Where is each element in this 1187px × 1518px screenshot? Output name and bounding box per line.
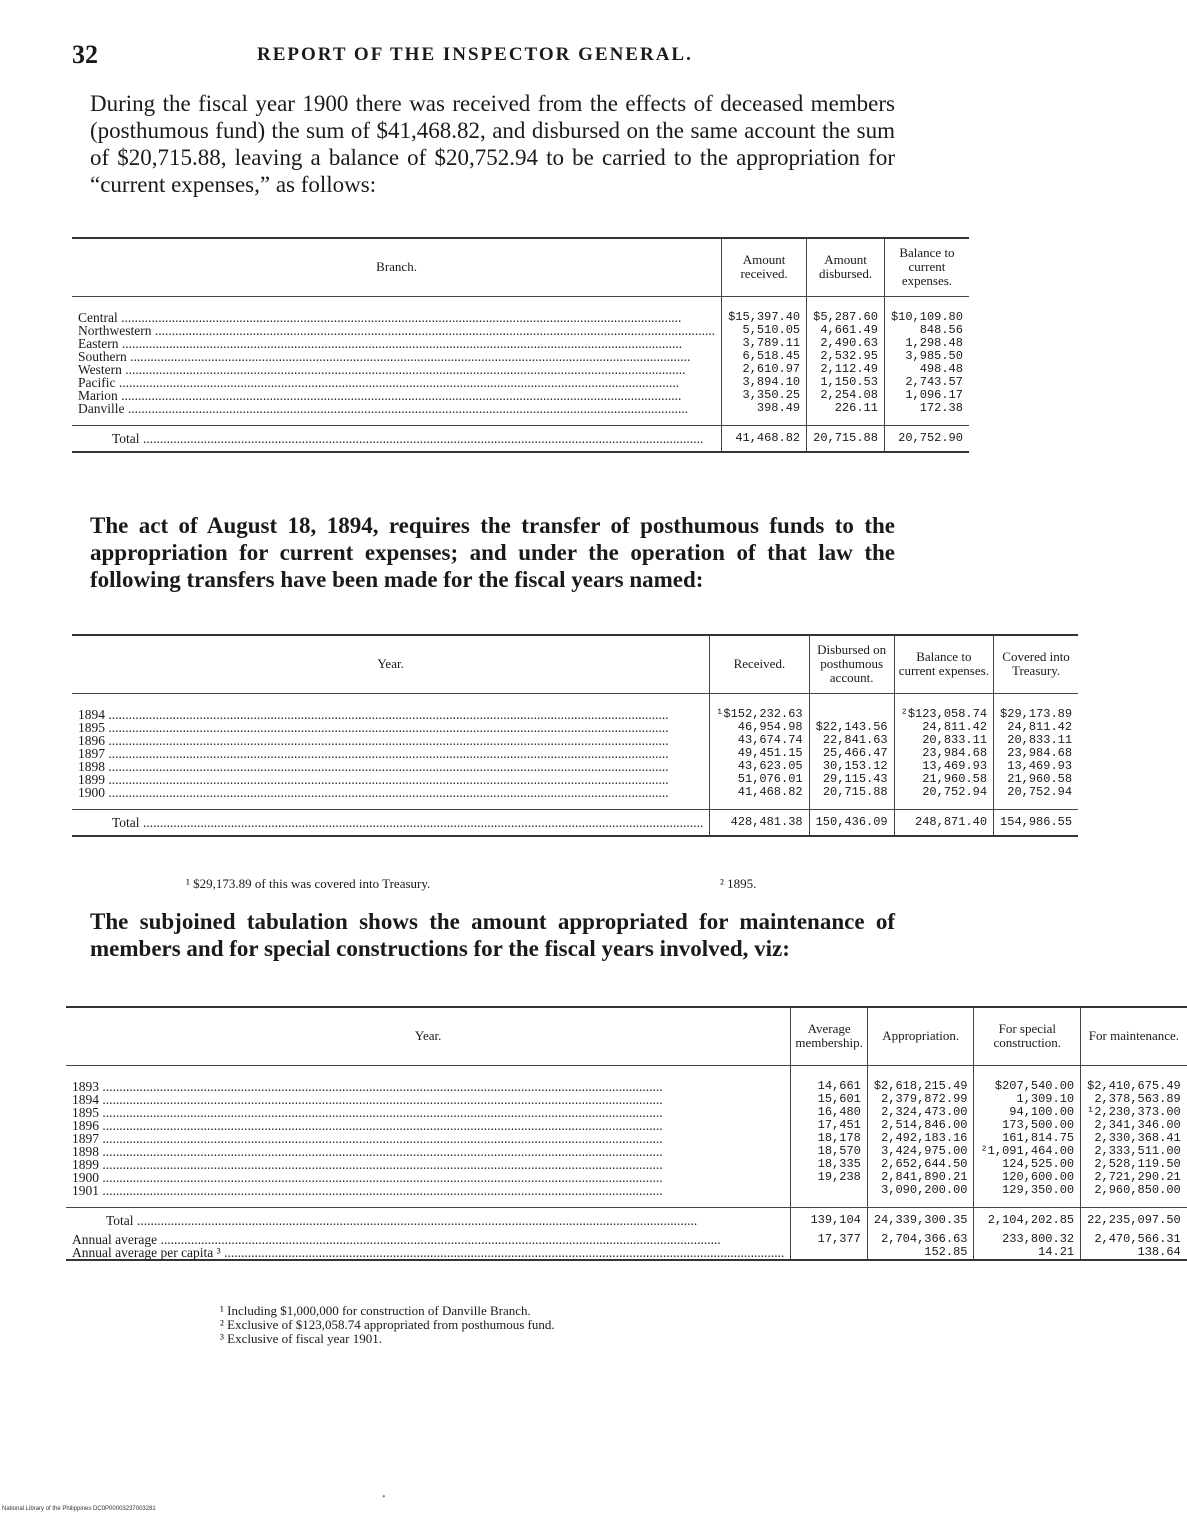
cell-value: 2,254.08 bbox=[807, 389, 885, 402]
cell-value: $2,410,675.49 bbox=[1081, 1065, 1187, 1093]
year-row bbox=[72, 693, 1078, 721]
leader-dots bbox=[99, 1183, 663, 1198]
row-label bbox=[66, 1246, 791, 1260]
cell-value: $5,287.60 bbox=[807, 296, 885, 324]
cell-value: 1,150.53 bbox=[807, 376, 885, 389]
year-row bbox=[66, 1065, 1187, 1093]
row-label bbox=[72, 402, 722, 426]
cell-value: 21,960.58 bbox=[994, 773, 1079, 786]
cell-value: $207,540.00 bbox=[974, 1065, 1081, 1093]
cell-value: $2,618,215.49 bbox=[867, 1065, 974, 1093]
cell-value: 2,470,566.31 bbox=[1081, 1233, 1187, 1246]
cell-value: 2,960,850.00 bbox=[1081, 1184, 1187, 1208]
cell-value: 173,500.00 bbox=[974, 1119, 1081, 1132]
cell-value: 848.56 bbox=[884, 324, 969, 337]
col-balance-current: Balance to current expenses. bbox=[894, 635, 993, 693]
col-branch: Branch. bbox=[72, 238, 722, 296]
row-label-text: 1901 bbox=[72, 1182, 99, 1198]
page-number: 32 bbox=[72, 40, 98, 69]
cell-value: 226.11 bbox=[807, 402, 885, 426]
row-label bbox=[66, 1184, 791, 1208]
cell-value: 139,104 bbox=[791, 1207, 868, 1233]
cell-value: 3,789.11 bbox=[722, 337, 807, 350]
cell-value: 2,379,872.99 bbox=[867, 1093, 974, 1106]
branch-table-body bbox=[72, 296, 969, 452]
cell-value: 498.48 bbox=[884, 363, 969, 376]
cell-value: 2,652,644.50 bbox=[867, 1158, 974, 1171]
row-label-text: 1896 bbox=[78, 732, 105, 748]
cell-value: 94,100.00 bbox=[974, 1106, 1081, 1119]
leader-dots bbox=[221, 1245, 785, 1260]
transfers-table-body bbox=[72, 693, 1078, 836]
total-label-text: Total bbox=[112, 814, 140, 830]
row-label-text: 1897 bbox=[78, 745, 105, 761]
page-header bbox=[72, 40, 890, 70]
col-special-construction: For special construction. bbox=[974, 1007, 1081, 1065]
total-value: 150,436.09 bbox=[809, 809, 894, 836]
cell-value: 17,377 bbox=[791, 1233, 868, 1246]
table2-footnote-1: ¹ $29,173.89 of this was covered into Treasury. bbox=[186, 876, 431, 891]
leader-dots bbox=[125, 401, 689, 416]
cell-value: 18,335 bbox=[791, 1158, 868, 1171]
col-year: Year. bbox=[72, 635, 710, 693]
cell-value: ¹2,230,373.00 bbox=[1081, 1106, 1187, 1119]
cell-value: 22,841.63 bbox=[809, 734, 894, 747]
col-year: Year. bbox=[66, 1007, 791, 1065]
row-label-text: 1899 bbox=[72, 1156, 99, 1172]
appropriation-table-body bbox=[66, 1065, 1187, 1260]
cell-value: 3,894.10 bbox=[722, 376, 807, 389]
cell-value: 2,490.63 bbox=[807, 337, 885, 350]
cell-value: 20,833.11 bbox=[894, 734, 993, 747]
total-row bbox=[72, 425, 969, 452]
paragraph-subjoined: The subjoined tabulation shows the amount appropriated for maintenance of members and for special constructions for the fiscal years involved, viz: bbox=[90, 909, 895, 961]
transfers-table bbox=[72, 634, 1078, 837]
cell-value: 41,468.82 bbox=[710, 786, 809, 810]
cell-value: 25,466.47 bbox=[809, 747, 894, 760]
cell-value: 24,811.42 bbox=[994, 721, 1079, 734]
cell-value: 24,811.42 bbox=[894, 721, 993, 734]
cell-value: 18,570 bbox=[791, 1145, 868, 1158]
cell-value: 18,178 bbox=[791, 1132, 868, 1145]
cell-value: 51,076.01 bbox=[710, 773, 809, 786]
row-label-text: 1897 bbox=[72, 1130, 99, 1146]
row-label-text: 1894 bbox=[78, 706, 105, 722]
total-value: 41,468.82 bbox=[722, 425, 807, 452]
cell-value: 2,528,119.50 bbox=[1081, 1158, 1187, 1171]
year-row bbox=[72, 786, 1078, 810]
cell-value: 1,309.10 bbox=[974, 1093, 1081, 1106]
row-label-text: 1900 bbox=[78, 784, 105, 800]
col-received: Received. bbox=[710, 635, 809, 693]
cell-value: 5,510.05 bbox=[722, 324, 807, 337]
running-title: REPORT OF THE INSPECTOR GENERAL. bbox=[257, 44, 693, 65]
cell-value: 2,721,290.21 bbox=[1081, 1171, 1187, 1184]
col-amount-disbursed: Amount disbursed. bbox=[807, 238, 885, 296]
cell-value: 2,333,511.00 bbox=[1081, 1145, 1187, 1158]
cell-value: 6,518.45 bbox=[722, 350, 807, 363]
col-amount-received: Amount received. bbox=[722, 238, 807, 296]
cell-value: 20,752.94 bbox=[894, 786, 993, 810]
row-label-text: 1894 bbox=[72, 1091, 99, 1107]
cell-value: 23,984.68 bbox=[894, 747, 993, 760]
cell-value: 20,752.94 bbox=[994, 786, 1079, 810]
row-label-text: Annual average bbox=[72, 1231, 158, 1247]
row-label bbox=[72, 786, 710, 810]
cell-value: 3,350.25 bbox=[722, 389, 807, 402]
cell-value: $22,143.56 bbox=[809, 721, 894, 734]
cell-value bbox=[791, 1246, 868, 1260]
cell-value: 2,104,202.85 bbox=[974, 1207, 1081, 1233]
cell-value: 2,324,473.00 bbox=[867, 1106, 974, 1119]
total-value: 154,986.55 bbox=[994, 809, 1079, 836]
table3-footnotes bbox=[220, 1304, 555, 1346]
cell-value: 23,984.68 bbox=[994, 747, 1079, 760]
col-appropriation: Appropriation. bbox=[867, 1007, 974, 1065]
cell-value: 1,298.48 bbox=[884, 337, 969, 350]
cell-value: $29,173.89 bbox=[994, 693, 1079, 721]
row-label-text: Southern bbox=[78, 348, 127, 364]
row-label-text: 1899 bbox=[78, 771, 105, 787]
branch-row bbox=[72, 402, 969, 426]
leader-dots bbox=[140, 431, 704, 446]
row-label-text: 1896 bbox=[72, 1117, 99, 1133]
row-label-text: 1898 bbox=[72, 1143, 99, 1159]
total-label bbox=[72, 425, 722, 452]
row-label-text: 1898 bbox=[78, 758, 105, 774]
row-label bbox=[72, 296, 722, 324]
cell-value: 398.49 bbox=[722, 402, 807, 426]
col-balance: Balance to current expenses. bbox=[884, 238, 969, 296]
cell-value: 2,112.49 bbox=[807, 363, 885, 376]
cell-value: 2,378,563.89 bbox=[1081, 1093, 1187, 1106]
cell-value: 2,610.97 bbox=[722, 363, 807, 376]
row-label-text: Central bbox=[78, 309, 118, 325]
cell-value: 1,096.17 bbox=[884, 389, 969, 402]
cell-value: 2,330,368.41 bbox=[1081, 1132, 1187, 1145]
total-value: 20,752.90 bbox=[884, 425, 969, 452]
table3-footnote-2: ² Exclusive of $123,058.74 appropriated from posthumous fund. bbox=[220, 1317, 555, 1332]
scan-mark: • bbox=[382, 1492, 386, 1503]
row-label bbox=[66, 1065, 791, 1093]
row-label-text: Danville bbox=[78, 400, 125, 416]
row-label-text: Annual average per capita ³ bbox=[72, 1244, 221, 1260]
cell-value: 4,661.49 bbox=[807, 324, 885, 337]
paragraph-posthumous-fund: During the fiscal year 1900 there was received from the effects of deceased members (posthumous fund) the sum of $41,468.82, and disbursed on the same account the sum of $20,715.88, leaving a balance of $20,752.94 to be carried to the appropriation for “current expenses,” as follows: bbox=[90, 91, 895, 197]
summary-row bbox=[66, 1246, 1187, 1260]
row-label bbox=[66, 1207, 791, 1233]
cell-value: 2,704,366.63 bbox=[867, 1233, 974, 1246]
cell-value: $10,109.80 bbox=[884, 296, 969, 324]
row-label-text: Eastern bbox=[78, 335, 119, 351]
cell-value: 172.38 bbox=[884, 402, 969, 426]
cell-value: 129,350.00 bbox=[974, 1184, 1081, 1208]
cell-value: 19,238 bbox=[791, 1171, 868, 1184]
leader-dots bbox=[134, 1213, 698, 1228]
col-covered-treasury: Covered into Treasury. bbox=[994, 635, 1079, 693]
total-value: 20,715.88 bbox=[807, 425, 885, 452]
cell-value: 29,115.43 bbox=[809, 773, 894, 786]
cell-value: 2,341,346.00 bbox=[1081, 1119, 1187, 1132]
table3-footnote-1: ¹ Including $1,000,000 for construction of Danville Branch. bbox=[220, 1303, 531, 1318]
leader-dots bbox=[140, 815, 704, 830]
cell-value: 2,743.57 bbox=[884, 376, 969, 389]
row-label-text: 1895 bbox=[78, 719, 105, 735]
cell-value: 49,451.15 bbox=[710, 747, 809, 760]
total-row bbox=[72, 809, 1078, 836]
cell-value: 120,600.00 bbox=[974, 1171, 1081, 1184]
cell-value: $15,397.40 bbox=[722, 296, 807, 324]
cell-value: 2,841,890.21 bbox=[867, 1171, 974, 1184]
col-disbursed-posthumous: Disbursed on posthumous account. bbox=[809, 635, 894, 693]
total-value: 248,871.40 bbox=[894, 809, 993, 836]
summary-row bbox=[66, 1207, 1187, 1233]
cell-value: 138.64 bbox=[1081, 1246, 1187, 1260]
cell-value: 2,514,846.00 bbox=[867, 1119, 974, 1132]
cell-value: 2,492,183.16 bbox=[867, 1132, 974, 1145]
row-label-text: Northwestern bbox=[78, 322, 152, 338]
table3-footnote-3: ³ Exclusive of fiscal year 1901. bbox=[220, 1331, 383, 1346]
cell-value: 20,715.88 bbox=[809, 786, 894, 810]
cell-value: 17,451 bbox=[791, 1119, 868, 1132]
cell-value: 14,661 bbox=[791, 1065, 868, 1093]
cell-value: 2,532.95 bbox=[807, 350, 885, 363]
cell-value: 3,985.50 bbox=[884, 350, 969, 363]
row-label-text: 1893 bbox=[72, 1078, 99, 1094]
leader-dots bbox=[105, 785, 669, 800]
cell-value: ²$123,058.74 bbox=[894, 693, 993, 721]
paragraph-act-1894: The act of August 18, 1894, requires the transfer of posthumous funds to the appropriation for current expenses; and under the operation of that law the following transfers have been made for the fiscal years named: bbox=[90, 513, 895, 592]
cell-value: ²1,091,464.00 bbox=[974, 1145, 1081, 1158]
cell-value bbox=[809, 693, 894, 721]
cell-value: 16,480 bbox=[791, 1106, 868, 1119]
cell-value: 22,235,097.50 bbox=[1081, 1207, 1187, 1233]
cell-value: 20,833.11 bbox=[994, 734, 1079, 747]
row-label-text: Total bbox=[106, 1212, 134, 1228]
cell-value: 43,674.74 bbox=[710, 734, 809, 747]
col-maintenance: For maintenance. bbox=[1081, 1007, 1187, 1065]
cell-value: 21,960.58 bbox=[894, 773, 993, 786]
total-label bbox=[72, 809, 710, 836]
row-label bbox=[72, 693, 710, 721]
row-label-text: 1895 bbox=[72, 1104, 99, 1120]
cell-value: 161,814.75 bbox=[974, 1132, 1081, 1145]
table2-footnote-2: ² 1895. bbox=[720, 876, 757, 891]
cell-value: 124,525.00 bbox=[974, 1158, 1081, 1171]
appropriation-table bbox=[66, 1006, 1187, 1261]
branch-row bbox=[72, 296, 969, 324]
cell-value: 15,601 bbox=[791, 1093, 868, 1106]
col-average-membership: Average membership. bbox=[791, 1007, 868, 1065]
total-label-text: Total bbox=[112, 430, 140, 446]
row-label-text: Marion bbox=[78, 387, 118, 403]
cell-value: 13,469.93 bbox=[994, 760, 1079, 773]
cell-value: 43,623.05 bbox=[710, 760, 809, 773]
row-label-text: Western bbox=[78, 361, 122, 377]
cell-value: 3,424,975.00 bbox=[867, 1145, 974, 1158]
year-row bbox=[66, 1184, 1187, 1208]
cell-value: 30,153.12 bbox=[809, 760, 894, 773]
row-label-text: Pacific bbox=[78, 374, 116, 390]
cell-value: ¹$152,232.63 bbox=[710, 693, 809, 721]
cell-value: 46,954.98 bbox=[710, 721, 809, 734]
library-imprint: National Library of the Philippines DC0P00003237003281 bbox=[2, 1506, 156, 1512]
cell-value: 13,469.93 bbox=[894, 760, 993, 773]
cell-value: 24,339,300.35 bbox=[867, 1207, 974, 1233]
total-value: 428,481.38 bbox=[710, 809, 809, 836]
cell-value: 3,090,200.00 bbox=[867, 1184, 974, 1208]
row-label-text: 1900 bbox=[72, 1169, 99, 1185]
cell-value: 152.85 bbox=[867, 1246, 974, 1260]
cell-value: 14.21 bbox=[974, 1246, 1081, 1260]
cell-value: 233,800.32 bbox=[974, 1233, 1081, 1246]
branch-table bbox=[72, 237, 969, 453]
cell-value bbox=[791, 1184, 868, 1208]
